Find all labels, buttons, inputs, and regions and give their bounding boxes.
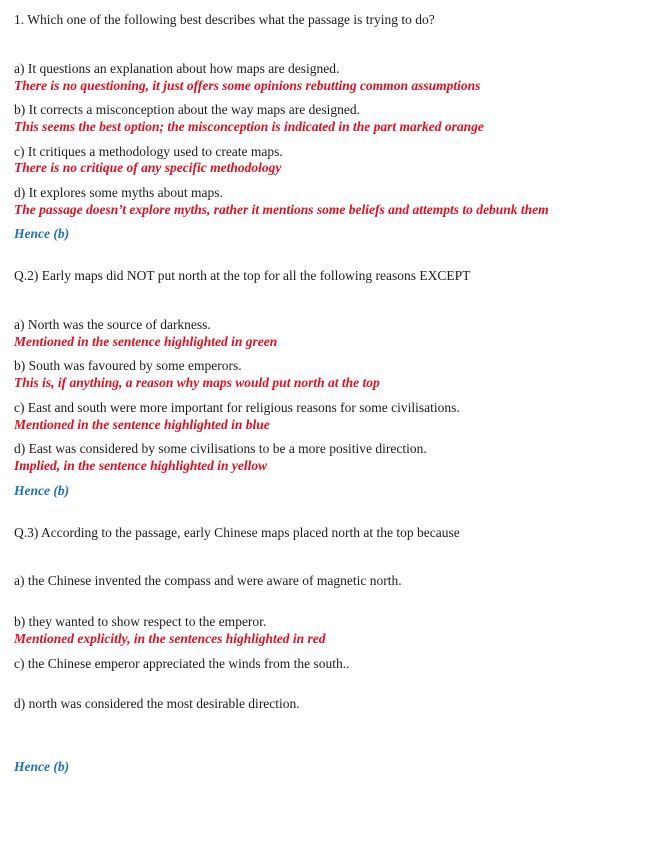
question-2-prompt: Q.2) Early maps did NOT put north at the top for all the following reasons EXCEPT	[14, 268, 471, 284]
question-3-option-b	[14, 614, 644, 647]
question-3-prompt: Q.3) According to the passage, early Chinese maps placed north at the top because	[14, 524, 460, 540]
explanation-note: Implied, in the sentence highlighted in yellow	[14, 458, 268, 474]
explanation-note: This seems the best option; the misconception is indicated in the part marked orange	[14, 119, 484, 135]
option-text: a) the Chinese invented the compass and were aware of magnetic north.	[14, 573, 402, 589]
answer-line: Hence (b)	[14, 759, 70, 775]
question-2	[14, 268, 644, 498]
question-1-option-b	[14, 102, 644, 135]
question-3-option-d	[14, 696, 644, 713]
explanation-note: Mentioned in the sentence highlighted in green	[14, 334, 278, 349]
question-1	[14, 12, 644, 242]
question-2-option-b	[14, 358, 644, 391]
question-3	[14, 525, 644, 776]
option-text: d) It explores some myths about maps.	[14, 184, 223, 200]
question-3-option-a	[14, 573, 644, 590]
option-text: c) It critiques a methodology used to create maps.	[14, 143, 283, 159]
question-2-option-d	[14, 441, 644, 474]
option-text: c) East and south were more important for religious reasons for some civilisations.	[14, 399, 460, 415]
explanation-note: Mentioned in the sentence highlighted in blue	[14, 416, 270, 432]
explanation-note: There is no critique of any specific methodology	[14, 160, 282, 176]
explanation-note: This is, if anything, a reason why maps would put north at the top	[14, 375, 380, 391]
question-1-option-d	[14, 185, 644, 218]
option-text: a) It questions an explanation about how maps are designed.	[14, 60, 340, 76]
question-1-option-a	[14, 61, 644, 94]
option-text: d) north was considered the most desirable direction.	[14, 696, 300, 712]
explanation-note: Mentioned explicitly, in the sentences highlighted in red	[14, 631, 326, 647]
question-1-option-c	[14, 144, 644, 177]
option-text: b) It corrects a misconception about the way maps are designed.	[14, 102, 361, 118]
answer-line: Hence (b)	[14, 482, 70, 498]
question-3-option-c	[14, 656, 644, 673]
option-text: a) North was the source of darkness.	[14, 317, 211, 333]
option-text: b) they wanted to show respect to the emperor.	[14, 614, 267, 630]
option-text: d) East was considered by some civilisations to be a more positive direction.	[14, 441, 427, 457]
question-1-prompt: 1. Which one of the following best describes what the passage is trying to do?	[14, 12, 435, 27]
option-text: c) the Chinese emperor appreciated the winds from the south..	[14, 655, 350, 671]
answer-line: Hence (b)	[14, 226, 70, 242]
explanation-note: There is no questioning, it just offers some opinions rebutting common assumptions	[14, 77, 481, 93]
question-2-option-c	[14, 400, 644, 433]
explanation-note: The passage doesn’t explore myths, rather it mentions some beliefs and attempts to debunk them	[14, 201, 549, 217]
option-text: b) South was favoured by some emperors.	[14, 358, 242, 374]
question-2-option-a	[14, 317, 644, 350]
